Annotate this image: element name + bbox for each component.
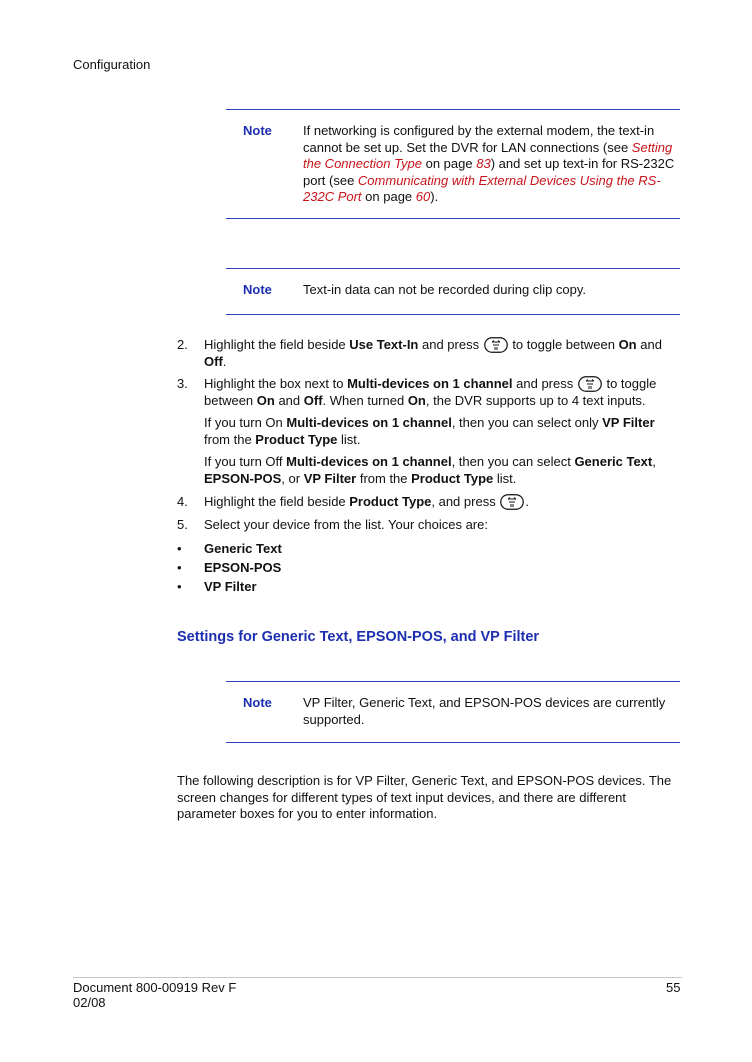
- step-2: 2. Highlight the field beside Use Text-In and press to toggle between On and Off.: [177, 337, 662, 369]
- note-box-supported-devices: [226, 681, 680, 743]
- step-number: 5.: [177, 517, 188, 532]
- note-box-clip-copy: [226, 268, 680, 315]
- note-label: Note: [243, 695, 272, 710]
- step-4: 4. Highlight the field beside Product Type, and press .: [177, 494, 529, 509]
- note-text: If networking is configured by the external modem, the text-in cannot be set up. Set the DVR for LAN connections (see Setting the Connection Type on page 83) and set up text-in for RS-232C port (see Communicating with External Devices Using the RS-232C Port on page 60).: [303, 123, 675, 204]
- footer-document-info: [73, 980, 236, 1010]
- note-text: VP Filter, Generic Text, and EPSON-POS devices are currently supported.: [303, 695, 666, 727]
- step-3: 3. Highlight the box next to Multi-devices on 1 channel and press to toggle between On and Off. When turned On, the DVR supports up to 4 text inputs.: [177, 376, 657, 408]
- link-setting-connection-type[interactable]: Setting the Connection Type: [303, 139, 673, 171]
- description-paragraph: The following description is for VP Filter, Generic Text, and EPSON-POS devices. The screen changes for different types of text input devices, and there are different parameter boxes for you to enter information.: [177, 773, 672, 821]
- select-button-icon: [484, 337, 508, 353]
- note-label: Note: [243, 123, 272, 138]
- list-item: • VP Filter: [177, 579, 257, 594]
- step-number: 3.: [177, 376, 188, 391]
- step-3-note-off: If you turn Off Multi-devices on 1 channel, then you can select Generic Text, EPSON-POS, or VP Filter from the Product Type list.: [204, 454, 656, 486]
- list-item: • Generic Text: [177, 541, 282, 556]
- link-page-60[interactable]: 60: [415, 189, 431, 204]
- select-button-icon: [578, 376, 602, 392]
- section-heading: Settings for Generic Text, EPSON-POS, and VP Filter: [177, 629, 540, 645]
- step-3-note-on: If you turn On Multi-devices on 1 channel, then you can select only VP Filter from the Product Type list.: [204, 415, 655, 447]
- footer-divider: [73, 977, 682, 978]
- note-box-networking: [226, 109, 680, 219]
- list-item: • EPSON-POS: [177, 560, 282, 575]
- note-label: Note: [243, 282, 272, 297]
- footer-date: 02/08: [73, 995, 106, 1010]
- step-number: 4.: [177, 494, 188, 509]
- running-header: Configuration: [73, 57, 151, 72]
- note-text: Text-in data can not be recorded during clip copy.: [303, 282, 587, 297]
- step-5: 5. Select your device from the list. Your choices are:: [177, 517, 488, 532]
- link-rs232c-port[interactable]: Communicating with External Devices Using the RS-232C Port: [303, 172, 661, 204]
- select-button-icon: [500, 494, 524, 510]
- link-page-83[interactable]: 83: [476, 156, 491, 171]
- page-number: 55: [666, 980, 681, 995]
- step-number: 2.: [177, 337, 188, 352]
- footer-doc-number: Document 800-00919 Rev F: [73, 980, 237, 995]
